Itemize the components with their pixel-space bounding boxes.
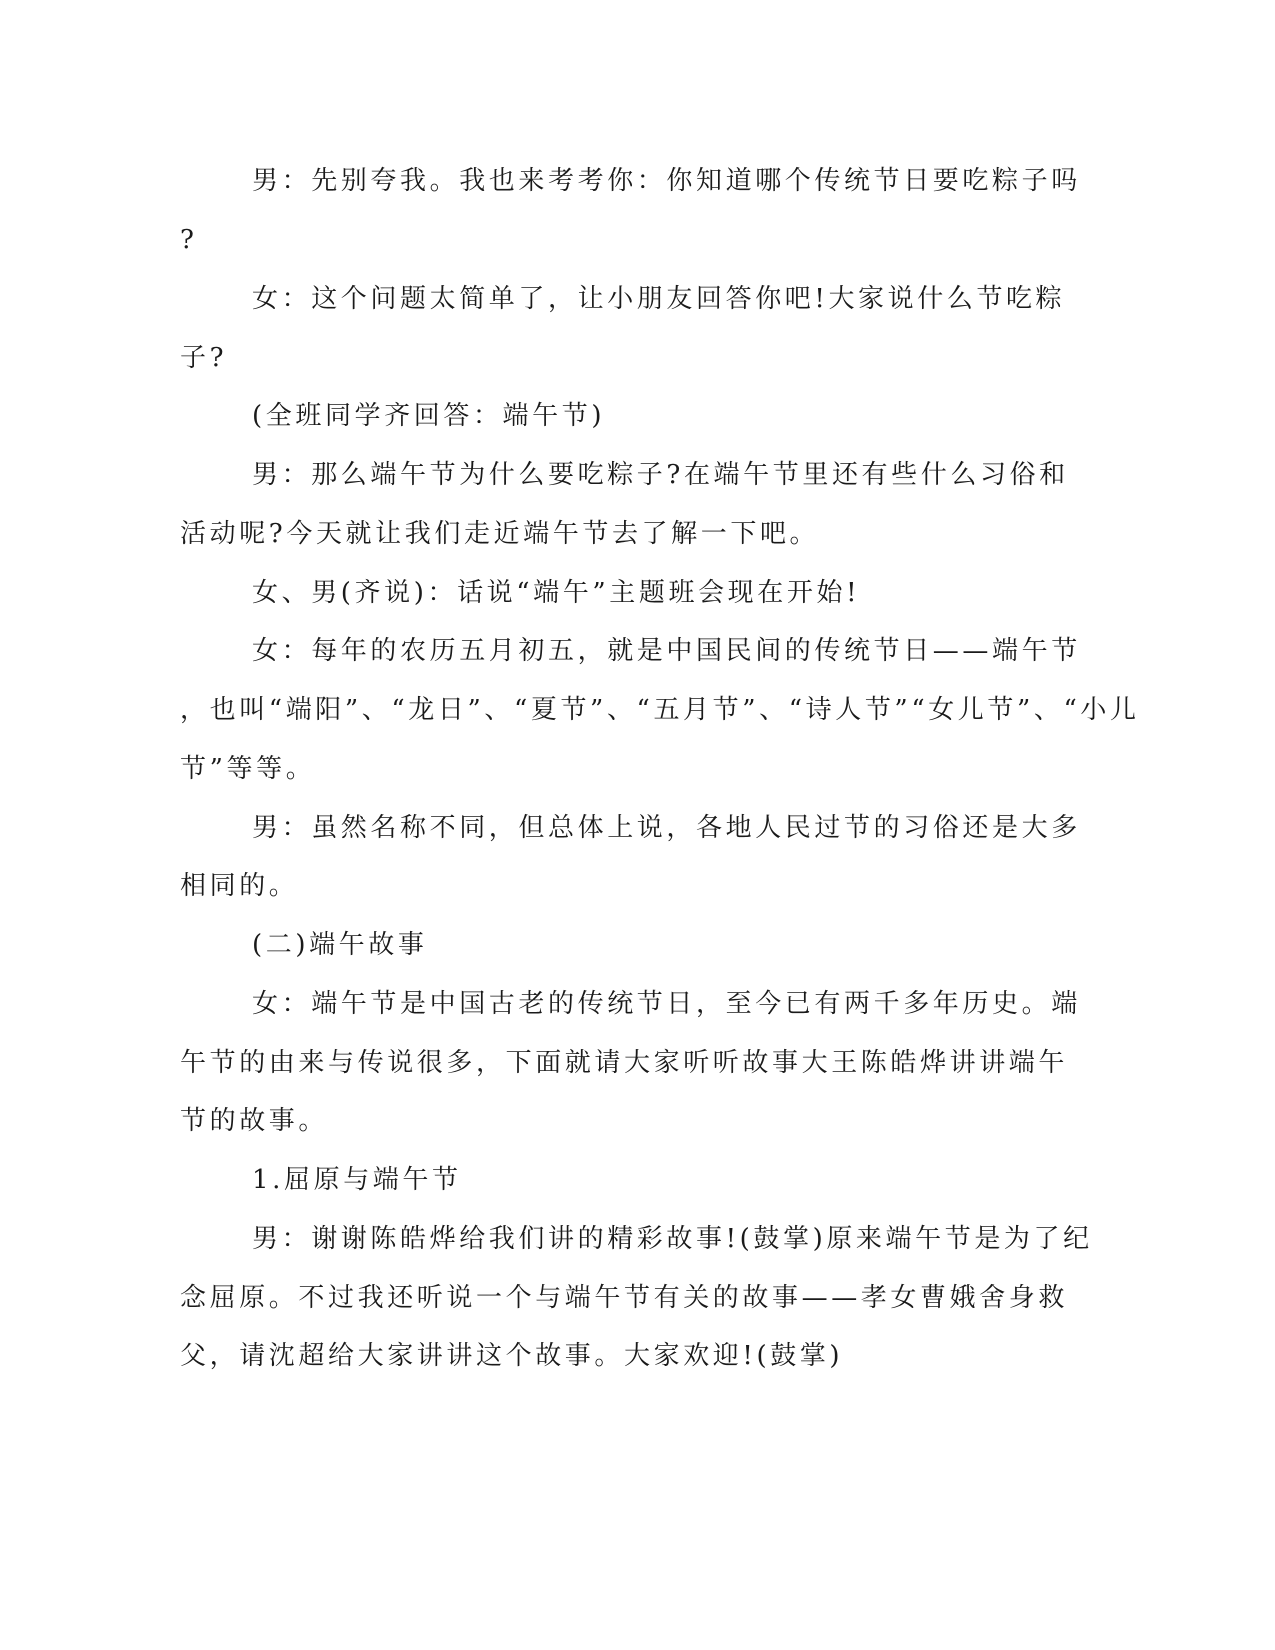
text-line: 午节的由来与传说很多，下面就请大家听听故事大王陈皓烨讲讲端午 [180,1048,1069,1078]
text-line: (全班同学齐回答：端午节) [252,401,606,431]
text-line: 男：先别夸我。我也来考考你：你知道哪个传统节日要吃粽子吗 [252,166,1081,196]
text-line: 女、男(齐说)：话说“端午”主题班会现在开始! [252,578,861,608]
text-line: 女：每年的农历五月初五，就是中国民间的传统节日——端午节 [252,636,1081,666]
text-line: ? [180,225,198,255]
text-line: 1.屈原与端午节 [252,1165,462,1195]
text-line: 念屈原。不过我还听说一个与端午节有关的故事——孝女曹娥舍身救 [180,1283,1069,1313]
text-line: 子? [180,343,228,373]
text-line: 男：谢谢陈皓烨给我们讲的精彩故事!(鼓掌)原来端午节是为了纪 [252,1224,1093,1254]
text-line: 女：这个问题太简单了，让小朋友回答你吧!大家说什么节吃粽 [252,284,1066,314]
text-line: 男：那么端午节为什么要吃粽子?在端午节里还有些什么习俗和 [252,460,1069,490]
text-line: 相同的。 [180,871,299,901]
text-line: 父，请沈超给大家讲讲这个故事。大家欢迎!(鼓掌) [180,1341,844,1371]
text-line: 女：端午节是中国古老的传统节日，至今已有两千多年历史。端 [252,989,1081,1019]
text-line: (二)端午故事 [252,930,428,960]
text-line: ，也叫“端阳”、“龙日”、“夏节”、“五月节”、“诗人节”“女儿节”、“小儿 [180,695,1140,725]
text-line: 节的故事。 [180,1106,329,1136]
text-line: 男：虽然名称不同，但总体上说，各地人民过节的习俗还是大多 [252,813,1081,843]
text-line: 活动呢?今天就让我们走近端午节去了解一下吧。 [180,519,820,549]
text-line: 节”等等。 [180,754,316,784]
